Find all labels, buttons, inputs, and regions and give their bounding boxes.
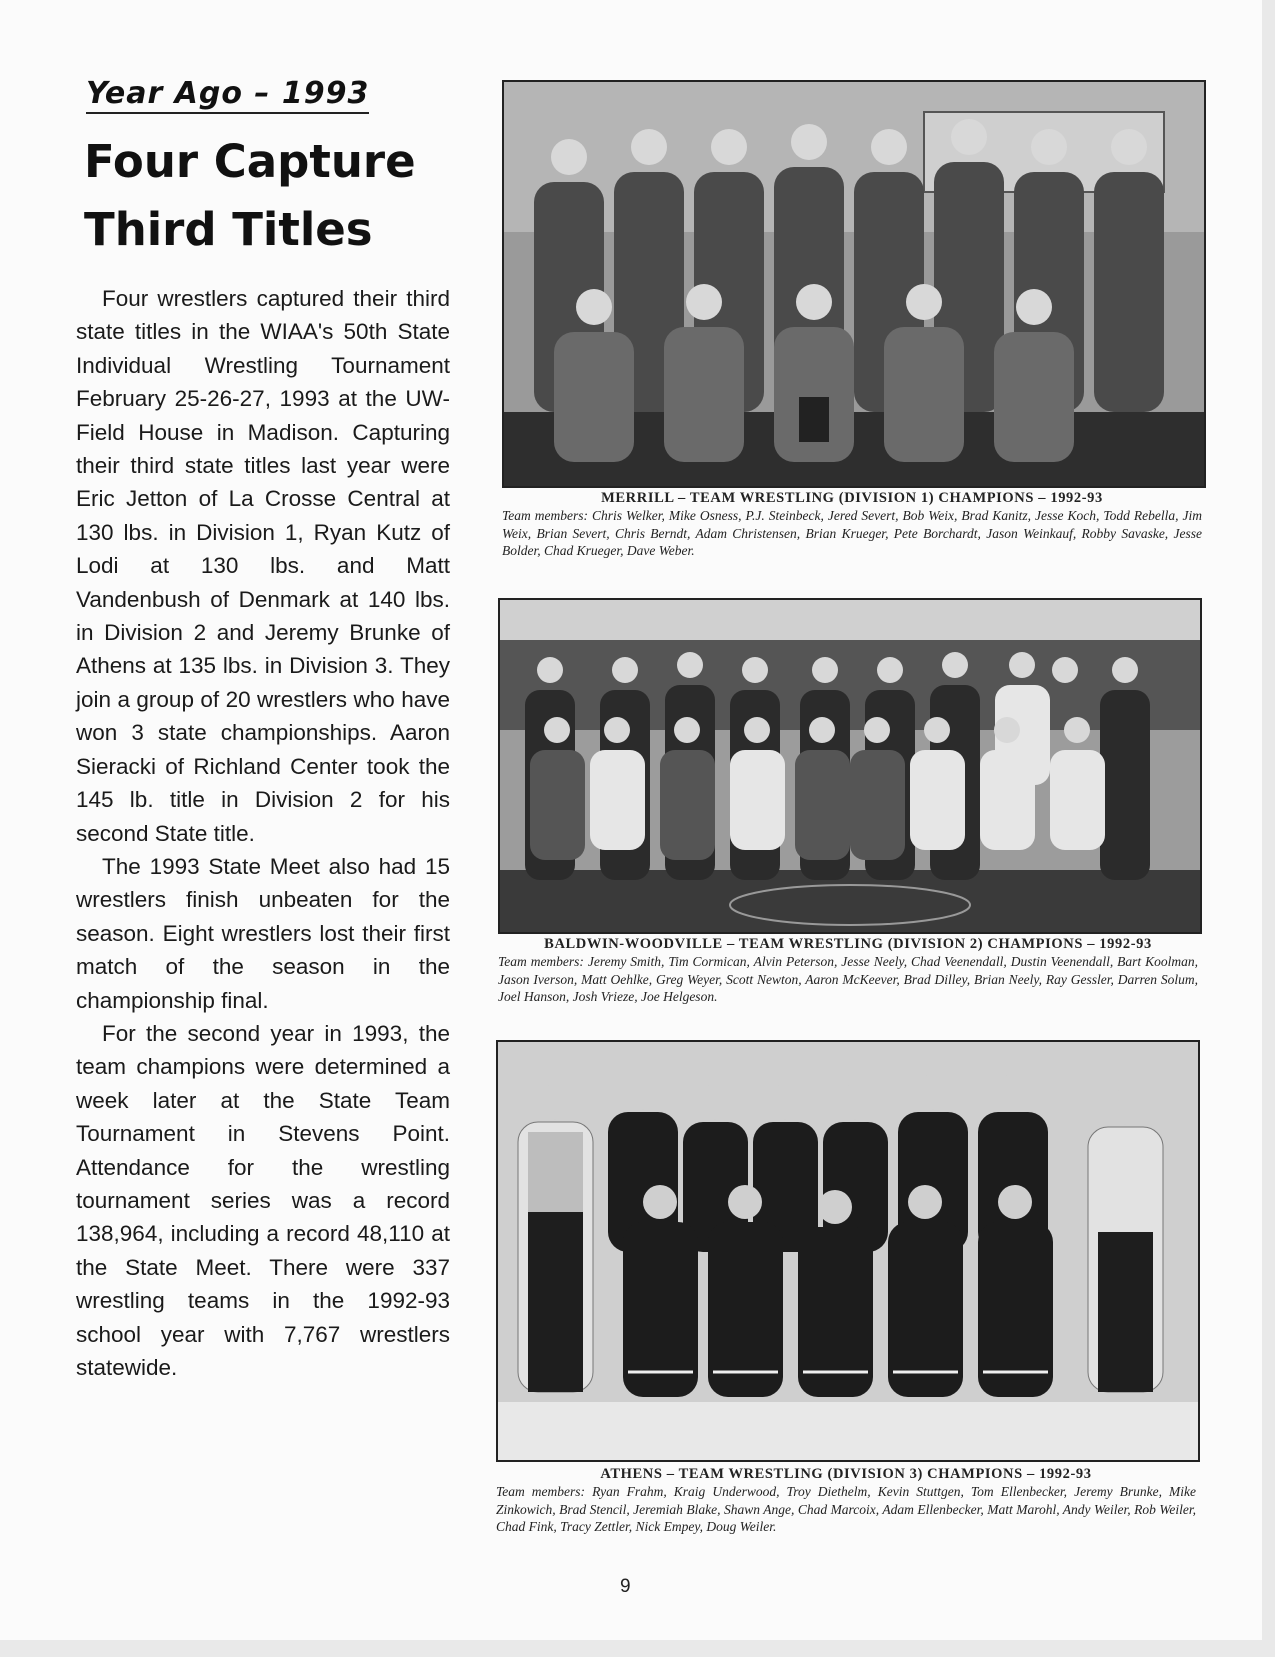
article-headline: Four Capture Third Titles (84, 135, 416, 256)
baldwin-woodville-team-photo (498, 598, 1202, 934)
article-paragraph-1: Four wrestlers captured their third state titles in the WIAA's 50th State Individual Wrestling Tournament February 25-26-27, 1993 at the UW-Field House in Madison. Capturing their third state titles last year were Eric Jetton of La Crosse Central at 130 lbs. in Division 1, Ryan Kutz of Lodi at 130 lbs. and Matt Vandenbush of Denmark at 140 lbs. in Division 2 and Jeremy Brunke of Athens at 135 lbs. in Division 3. They join a group of 20 wrestlers who have won 3 state championships. Aaron Sieracki of Richland Center took the 145 lb. title in Division 2 for his second State title. (76, 286, 450, 846)
article-body (76, 282, 450, 1384)
baldwin-woodville-caption-members: Team members: Jeremy Smith, Tim Cormican, Alvin Peterson, Jesse Neely, Chad Veenendall, Dustin Veenendall, Bart Koolman, Jason Iverson, Matt Oehlke, Greg Weyer, Scott Newton, Aaron McKeever, Brad Dilley, Brian Neely, Ray Gessler, Darren Solum, Joel Hanson, Josh Vrieze, Joe Helgeson. (498, 954, 1198, 1004)
athens-team-photo (496, 1040, 1200, 1462)
article-paragraph-2: The 1993 State Meet also had 15 wrestlers finish unbeaten for the season. Eight wrestlers lost their first match of the season in the championship final. (76, 853, 450, 1013)
baldwin-woodville-caption-title: BALDWIN-WOODVILLE – TEAM WRESTLING (DIVISION 2) CHAMPIONS – 1992-93 (544, 936, 1152, 952)
athens-caption-title: ATHENS – TEAM WRESTLING (DIVISION 3) CHAMPIONS – 1992-93 (600, 1466, 1092, 1482)
page-number: 9 (620, 1576, 631, 1597)
merrill-caption (502, 490, 1202, 560)
baldwin-woodville-caption (498, 936, 1198, 1006)
merrill-team-photo (502, 80, 1206, 488)
article-paragraph-3: For the second year in 1993, the team champions were determined a week later at the State Team Tournament in Stevens Point. Attendance for the wrestling tournament series was a record 138,964, including a record 48,110 at the State Meet. There were 337 wrestling teams in the 1992-93 school year with 7,767 wrestlers statewide. (76, 1020, 450, 1380)
athens-caption (496, 1466, 1196, 1536)
merrill-caption-title: MERRILL – TEAM WRESTLING (DIVISION 1) CHAMPIONS – 1992-93 (601, 490, 1103, 506)
section-kicker: Year Ago – 1993 (86, 76, 369, 114)
athens-caption-members: Team members: Ryan Frahm, Kraig Underwood, Troy Diethelm, Kevin Stuttgen, Tom Ellenbecker, Jeremy Brunke, Mike Zinkowich, Brad Stencil, Jeremiah Blake, Shawn Ange, Chad Marcoix, Adam Ellenbecker, Matt Marohl, Andy Weiler, Rob Weiler, Chad Fink, Tracy Zettler, Nick Empey, Doug Weiler. (496, 1484, 1196, 1534)
merrill-caption-members: Team members: Chris Welker, Mike Osness, P.J. Steinbeck, Jered Severt, Bob Weix, Brad Kanitz, Jesse Koch, Todd Rebella, Jim Weix, Brian Severt, Chris Berndt, Adam Christensen, Brian Krueger, Pete Borchardt, Jason Weinkauf, Robby Savaske, Jesse Bolder, Chad Krueger, Dave Weber. (502, 508, 1202, 558)
